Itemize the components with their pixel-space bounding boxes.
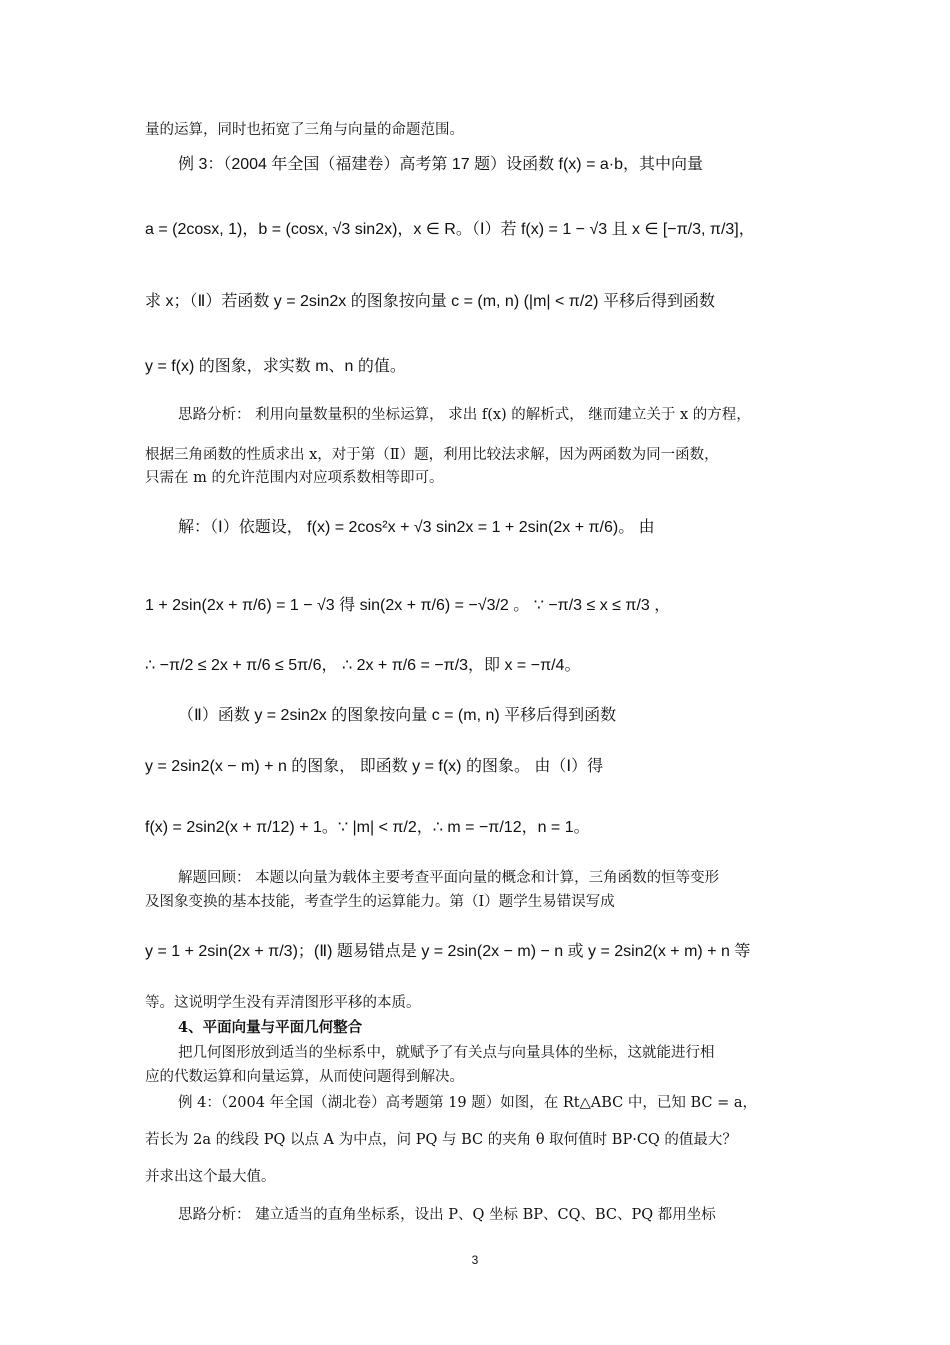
text-line: 并求出这个最大值。 (145, 1169, 276, 1185)
text-line: 只需在 m 的允许范围内对应项系数相等即可。 (145, 470, 444, 486)
text-line: 应的代数运算和向量运算，从而使问题得到解决。 (145, 1069, 464, 1085)
analysis-text: 思路分析： 利用向量数量积的坐标运算， 求出 f(x) 的解析式， 继而建立关于 x 的方程， (178, 407, 751, 423)
text-line: 根据三角函数的性质求出 x，对于第（Ⅱ）题，利用比较法求解，因为两函数为同一函数， (145, 447, 719, 463)
solution-line: 1 + 2sin(2x + π/6) = 1 − √3 得 sin(2x + π/6) = −√3/2 。 ∵ −π/3 ≤ x ≤ π/3 ， (145, 597, 671, 614)
example-3-heading: 例 3：（2004 年全国（福建卷）高考第 17 题）设函数 f(x) = a·b，其中向量 (178, 156, 703, 173)
review-text: 解题回顾： 本题以向量为载体主要考查平面向量的概念和计算，三角函数的恒等变形 (178, 870, 720, 886)
review-text: 及图象变换的基本技能，考查学生的运算能力。第（Ⅰ）题学生易错误写成 (145, 894, 615, 910)
solution-line: y = 2sin2(x − m) + n 的图象， 即函数 y = f(x) 的图象。 由（Ⅰ）得 (145, 758, 604, 775)
analysis-text: 思路分析： 建立适当的直角坐标系，设出 P、Q 坐标 BP、CQ、BC、PQ 都用坐标 (178, 1207, 716, 1223)
solution-line: f(x) = 2sin2(x + π/12) + 1。∵ |m| < π/2，∴ m = −π/12，n = 1。 (145, 819, 590, 836)
text-line: 把几何图形放到适当的坐标系中，就赋予了有关点与向量具体的坐标，这就能进行相 (178, 1045, 715, 1061)
text-line: 若长为 2a 的线段 PQ 以点 A 为中点，问 PQ 与 BC 的夹角 θ 取何值时 BP·CQ 的值最大？ (145, 1132, 737, 1148)
solution-line: 解：（Ⅰ）依题设， f(x) = 2cos²x + √3 sin2x = 1 + 2sin(2x + π/6)。 由 (178, 519, 655, 536)
formula-line: y = f(x) 的图象，求实数 m、n 的值。 (145, 358, 406, 375)
page-number: 3 (471, 1253, 479, 1267)
text-line: 等。这说明学生没有弄清图形平移的本质。 (145, 995, 421, 1011)
solution-line: ∴ −π/2 ≤ 2x + π/6 ≤ 5π/6， ∴ 2x + π/6 = −π/3，即 x = −π/4。 (145, 657, 581, 674)
example-4-heading: 例 4：（2004 年全国（湖北卷）高考题第 19 题）如图，在 Rt△ABC 中，已知 BC = a， (178, 1095, 758, 1111)
formula-line: a = (2cosx, 1)，b = (cosx, √3 sin2x)，x ∈ R。（Ⅰ）若 f(x) = 1 − √3 且 x ∈ [−π/3, π/3]， (145, 221, 755, 238)
formula-line: 求 x；（Ⅱ）若函数 y = 2sin2x 的图象按向量 c = (m, n) (|m| < π/2) 平移后得到函数 (145, 293, 715, 310)
solution-line: （Ⅱ）函数 y = 2sin2x 的图象按向量 c = (m, n) 平移后得到函数 (178, 707, 617, 724)
section-heading: 4、平面向量与平面几何整合 (178, 1019, 363, 1036)
text-line: 量的运算，同时也拓宽了三角与向量的命题范围。 (145, 122, 464, 138)
review-formula: y = 1 + 2sin(2x + π/3)；(Ⅱ) 题易错点是 y = 2sin(2x − m) − n 或 y = 2sin2(x + m) + n 等 (145, 943, 751, 960)
